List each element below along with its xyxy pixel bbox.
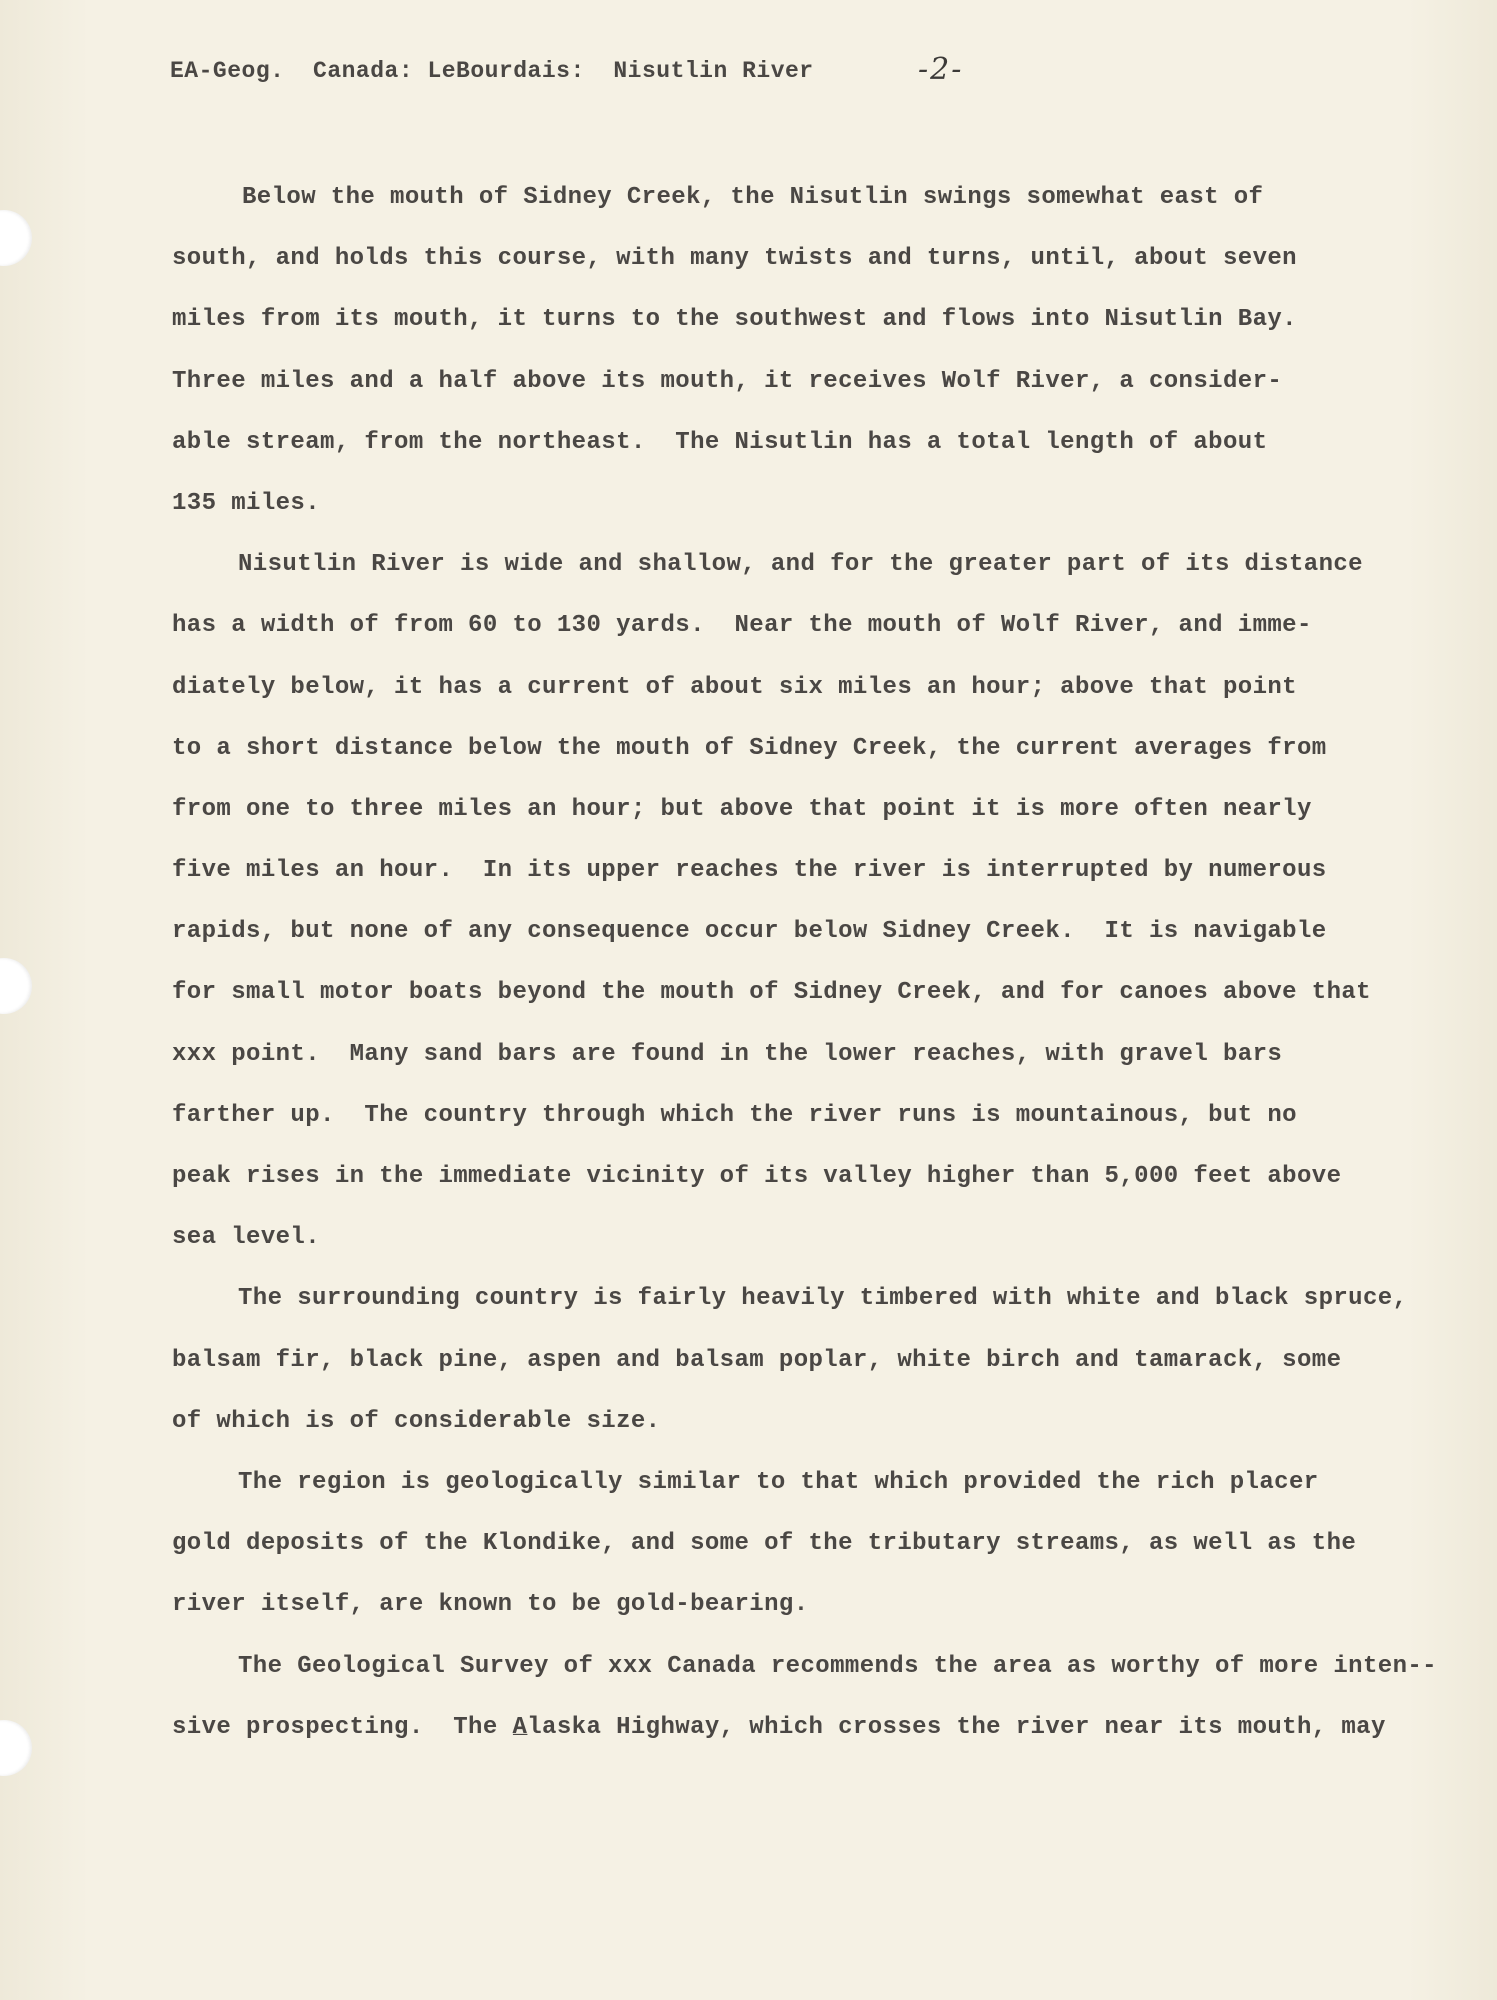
text-line: Three miles and a half above its mouth, it receives Wolf River, a consider- xyxy=(172,367,1283,395)
text-line: diately below, it has a current of about six miles an hour; above that point xyxy=(172,673,1297,701)
document-header: EA-Geog. Canada: LeBourdais: Nisutlin River xyxy=(170,58,814,84)
text-line: The Geological Survey of xxx Canada recommends the area as worthy of more inten-- xyxy=(238,1652,1437,1680)
text-line: farther up. The country through which the river runs is mountainous, but no xyxy=(172,1101,1297,1129)
text-line: able stream, from the northeast. The Nisutlin has a total length of about xyxy=(172,428,1268,456)
text-line: of which is of considerable size. xyxy=(172,1407,661,1435)
text-line: Below the mouth of Sidney Creek, the Nisutlin swings somewhat east of xyxy=(242,184,1264,211)
text-line: The region is geologically similar to that which provided the rich placer xyxy=(238,1468,1319,1496)
text-line: xxx point. Many sand bars are found in the lower reaches, with gravel bars xyxy=(172,1040,1283,1068)
text-line: south, and holds this course, with many twists and turns, until, about seven xyxy=(172,245,1297,273)
text-line: balsam fir, black pine, aspen and balsam poplar, white birch and tamarack, some xyxy=(172,1346,1342,1374)
text-line: from one to three miles an hour; but above that point it is more often nearly xyxy=(172,795,1312,823)
text-line: has a width of from 60 to 130 yards. Near the mouth of Wolf River, and imme- xyxy=(172,612,1312,640)
text-line: five miles an hour. In its upper reaches the river is interrupted by numerous xyxy=(172,857,1327,885)
text-line: 135 miles. xyxy=(172,489,321,517)
text-line: to a short distance below the mouth of Sidney Creek, the current averages from xyxy=(172,734,1327,762)
text-line: sea level. xyxy=(172,1224,321,1252)
text-line: rapids, but none of any consequence occur below Sidney Creek. It is navigable xyxy=(172,918,1327,946)
text-line: gold deposits of the Klondike, and some of the tributary streams, as well as the xyxy=(172,1530,1357,1558)
page-number: -2- xyxy=(918,52,964,87)
punch-hole xyxy=(0,1720,32,1776)
document-body xyxy=(172,178,1442,1769)
text-line: sive prospecting. The A̲laska Highway, which crosses the river near its mouth, may xyxy=(172,1713,1386,1741)
text-line: miles from its mouth, it turns to the southwest and flows into Nisutlin Bay. xyxy=(172,306,1297,334)
punch-hole xyxy=(0,958,32,1014)
punch-hole xyxy=(0,210,32,266)
text-line: Nisutlin River is wide and shallow, and for the greater part of its distance xyxy=(238,551,1363,579)
text-line: for small motor boats beyond the mouth of Sidney Creek, and for canoes above that xyxy=(172,979,1371,1007)
text-line: peak rises in the immediate vicinity of its valley higher than 5,000 feet above xyxy=(172,1163,1342,1190)
text-line: river itself, are known to be gold-bearing. xyxy=(172,1591,809,1619)
text-line: The surrounding country is fairly heavily timbered with white and black spruce, xyxy=(238,1285,1408,1313)
